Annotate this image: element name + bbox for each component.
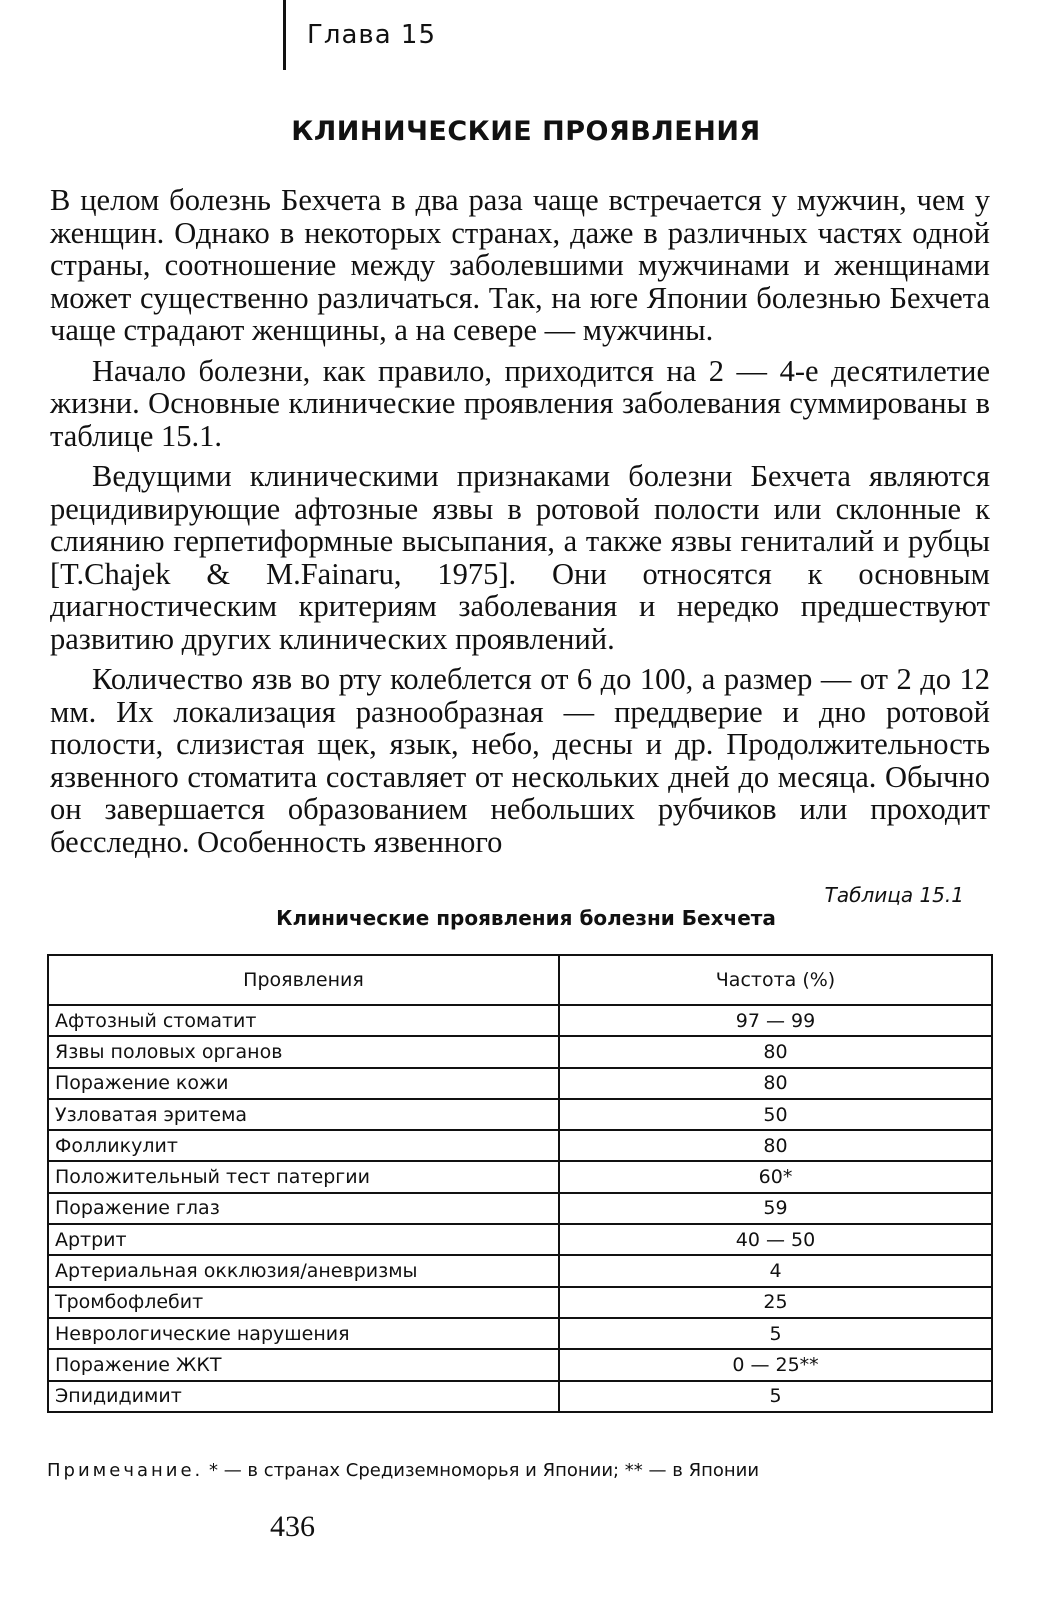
frequency-cell: 5 [559,1381,992,1412]
manifestation-cell: Поражение глаз [48,1193,559,1224]
table-note [47,1460,759,1481]
manifestations-table [47,954,993,1413]
frequency-cell: 80 [559,1130,992,1161]
manifestation-cell: Артрит [48,1224,559,1255]
paragraph: Ведущими клиническими признаками болезни Бехчета являются рецидивирующие афтозные язвы в ротовой полости или склонные к слиянию герпетиформные высыпания, а также язвы гениталий и рубцы [T.Chajek & M.Fainaru, 1975]. Они относятся к основным диагностическим критериям заболевания и нередко предшествуют развитию других клинических проявлений. [50,459,990,656]
frequency-cell: 60* [559,1161,992,1192]
table-row [48,1224,992,1255]
frequency-cell: 97 — 99 [559,1005,992,1036]
manifestation-cell: Язвы половых органов [48,1036,559,1067]
table-row [48,1068,992,1099]
table-title: Клинические проявления болезни Бехчета [276,906,776,930]
table-row [48,1318,992,1349]
manifestation-cell: Афтозный стоматит [48,1005,559,1036]
manifestation-cell: Поражение ЖКТ [48,1349,559,1380]
frequency-cell: 40 — 50 [559,1224,992,1255]
table-row [48,1255,992,1286]
paragraph: Начало болезни, как правило, приходится на 2 — 4-е десятилетие жизни. Основные клинические проявления заболевания суммированы в таблице 15.1. [50,353,990,453]
frequency-cell: 50 [559,1099,992,1130]
table-header-row [48,955,992,1005]
manifestation-cell: Неврологические нарушения [48,1318,559,1349]
paragraph: Количество язв во рту колеблется от 6 до 100, а размер — от 2 до 12 мм. Их локализация разнообразная — преддверие и дно ротовой полости, слизистая щек, язык, небо, десны и др. Продолжительность язвенного стоматита составляет от нескольких дней до месяца. Обычно он завершается образованием небольших рубчиков или проходит бесследно. Особенность язвенного [50,662,990,859]
table-row [48,1349,992,1380]
frequency-cell: 0 — 25** [559,1349,992,1380]
frequency-cell: 59 [559,1193,992,1224]
table-row [48,1287,992,1318]
frequency-cell: 4 [559,1255,992,1286]
frequency-cell: 80 [559,1068,992,1099]
body-text [50,184,990,866]
table-row [48,1193,992,1224]
manifestation-cell: Положительный тест патергии [48,1161,559,1192]
table-caption: Таблица 15.1 [824,883,964,907]
chapter-title: КЛИНИЧЕСКИЕ ПРОЯВЛЕНИЯ [291,116,761,147]
frequency-cell: 25 [559,1287,992,1318]
manifestation-cell: Фолликулит [48,1130,559,1161]
page-number: 436 [270,1510,315,1543]
column-header-frequency: Частота (%) [559,955,992,1005]
note-text: * — в странах Средиземноморья и Японии; ** — в Японии [203,1460,760,1481]
manifestation-cell: Артериальная окклюзия/аневризмы [48,1255,559,1286]
table-row [48,1036,992,1067]
manifestation-cell: Эпидидимит [48,1381,559,1412]
paragraph: В целом болезнь Бехчета в два раза чаще встречается у мужчин, чем у женщин. Однако в некоторых странах, даже в различных частях одной страны, соотношение между заболевшими мужчинами и женщинами может существенно различаться. Так, на юге Японии болезнью Бехчета чаще страдают женщины, а на севере — мужчины. [50,183,990,347]
manifestation-cell: Тромбофлебит [48,1287,559,1318]
chapter-label: Глава 15 [307,20,437,50]
table-row [48,1099,992,1130]
manifestation-cell: Поражение кожи [48,1068,559,1099]
chapter-header [283,0,437,70]
table-row [48,1005,992,1036]
table-row [48,1161,992,1192]
table-row [48,1130,992,1161]
table-row [48,1381,992,1412]
frequency-cell: 80 [559,1036,992,1067]
frequency-cell: 5 [559,1318,992,1349]
note-label: Примечание. [47,1460,204,1481]
column-header-manifestation: Проявления [48,955,559,1005]
manifestation-cell: Узловатая эритема [48,1099,559,1130]
